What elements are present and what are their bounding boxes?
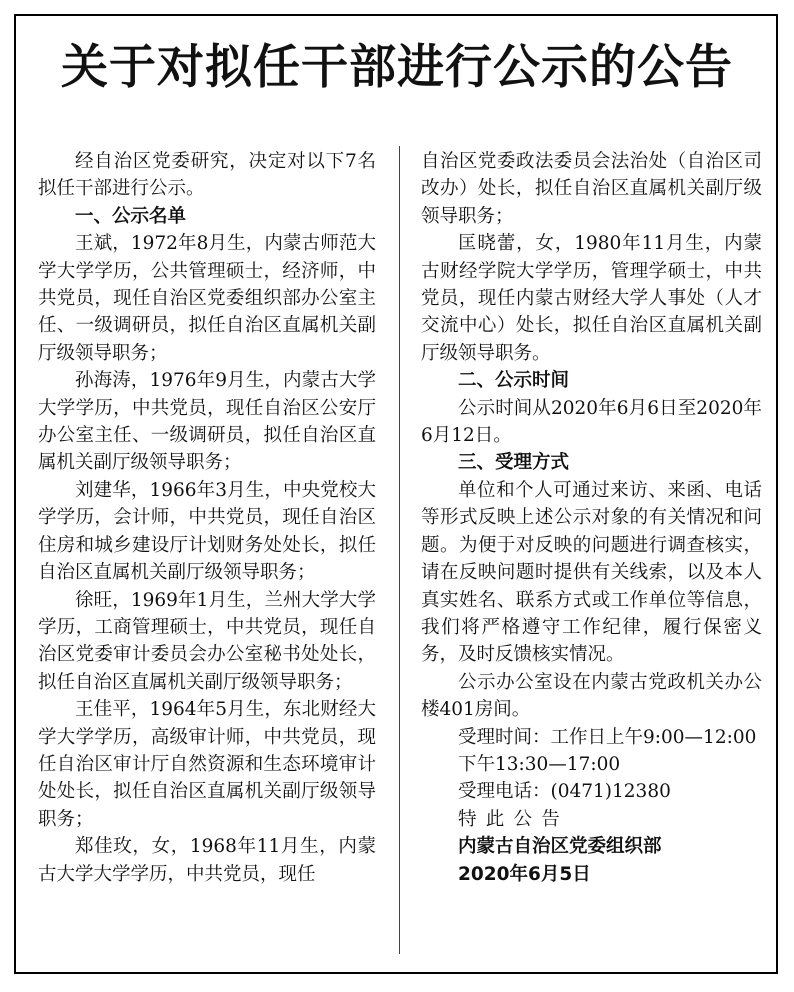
section3-heading: 三、受理方式 — [458, 452, 570, 474]
signature-date: 2020年6月5日 — [458, 863, 591, 885]
candidate-entry: 徐旺，1969年1月生，兰州大学大学学历，工商管理硕士，中共党员，现任自治区党委审计委员会办公室秘书处处长，拟任自治区直属机关副厅级领导职务； — [38, 589, 376, 693]
publicity-period-text: 公示时间从2020年6月6日至2020年6月12日。 — [421, 397, 762, 447]
candidate-entry: 王佳平，1964年5月生，东北财经大学大学学历，高级审计师，中共党员，现任自治区审计厅自然资源和生态环境审计处处长，拟任自治区直属机关副厅级领导职务； — [38, 699, 376, 830]
candidate-entry: 孙海涛，1976年9月生，内蒙古大学大学学历，中共党员，现任自治区公安厅办公室主任、一级调研员，拟任自治区直属机关副厅级领导职务； — [38, 370, 376, 474]
reporting-method-text: 单位和个人可通过来访、来函、电话等形式反映上述公示对象的有关情况和问题。为便于对反映的问题进行调查核实，请在反映问题时提供有关线索，以及本人真实姓名、联系方式或工作单位等信息，我们将严格遵守工作纪律，履行保密义务，及时反馈核实情况。 — [421, 479, 762, 666]
hotline-number: 受理电话：(0471)12380 — [458, 781, 671, 803]
office-hours-morning: 受理时间：工作日上午9:00—12:00 — [458, 726, 757, 748]
right-column — [421, 148, 762, 888]
candidate-entry: 刘建华，1966年3月生，中央党校大学学历，会计师，中共党员，现任自治区住房和城乡建设厅计划财务处处长，拟任自治区直属机关副厅级领导职务； — [38, 479, 376, 584]
candidate-entry: 匡晓蕾，女，1980年11月生，内蒙古财经学院大学学历，管理学硕士，中共党员，现任内蒙古财经大学人事处（人才交流中心）处长，拟任自治区直属机关副厅级领导职务。 — [421, 233, 762, 364]
section2-heading: 二、公示时间 — [458, 370, 570, 392]
column-divider — [399, 146, 400, 954]
candidate-entry-continued: 自治区党委政法委员会法治处（自治区司改办）处长，拟任自治区直属机关副厅级领导职务； — [421, 151, 762, 227]
intro-paragraph: 经自治区党委研究，决定对以下7名拟任干部进行公示。 — [38, 151, 376, 200]
office-location-text: 公示办公室设在内蒙古党政机关办公楼401房间。 — [421, 671, 762, 721]
candidate-entry: 王斌，1972年8月生，内蒙古师范大学大学学历，公共管理硕士，经济师，中共党员，现任自治区党委组织部办公室主任、一级调研员，拟任自治区直属机关副厅级领导职务； — [38, 233, 376, 364]
closing-phrase: 特此公告 — [458, 808, 570, 830]
left-column — [38, 148, 376, 888]
office-hours-afternoon: 下午13:30—17:00 — [458, 753, 621, 775]
signature-organization: 内蒙古自治区党委组织部 — [458, 836, 662, 858]
section1-heading: 一、公示名单 — [75, 205, 187, 227]
notice-title: 关于对拟任干部进行公示的公告 — [61, 40, 733, 95]
candidate-entry: 郑佳玫，女，1968年11月生，内蒙古大学大学学历，中共党员，现任 — [38, 836, 376, 885]
